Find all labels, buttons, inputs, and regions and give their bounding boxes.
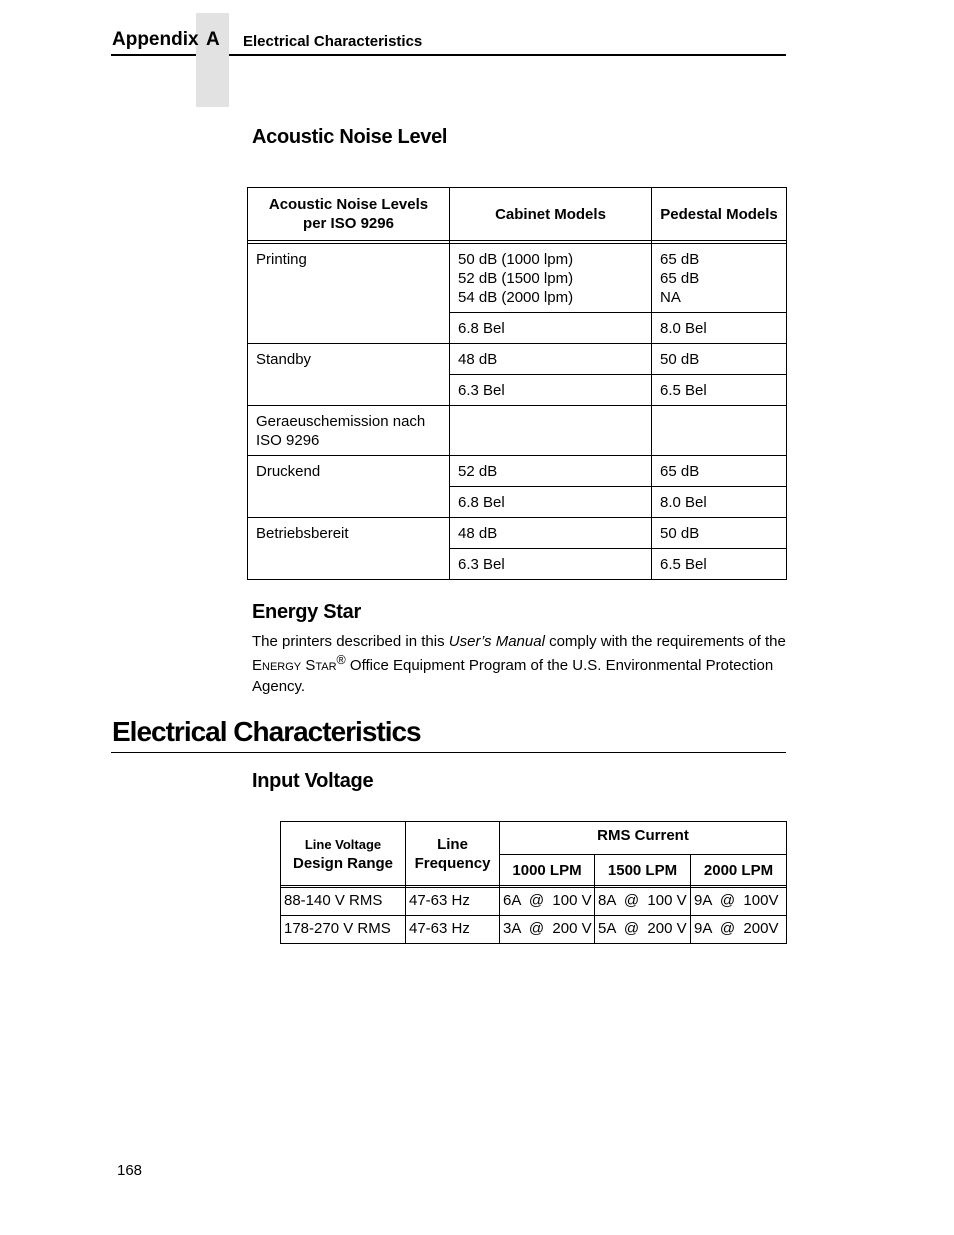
column-header: 1000 LPM: [500, 855, 595, 886]
table-cell: 8.0 Bel: [652, 487, 787, 518]
header-line: Line Voltage: [304, 836, 382, 852]
column-header: Line Frequency: [406, 822, 500, 886]
section-title: Electrical Characteristics: [112, 716, 421, 747]
table-cell: 9A @ 200V: [691, 916, 787, 944]
table-cell: 6.5 Bel: [652, 549, 787, 580]
table-row: [248, 344, 787, 375]
acoustic-heading: Acoustic Noise Level: [252, 126, 448, 148]
table-cell: [450, 244, 652, 313]
table-row: [248, 406, 787, 456]
appendix-label: Appendix: [112, 29, 199, 50]
energy-star-brand: ENERGY STAR®: [252, 653, 346, 674]
energy-star-heading: Energy Star: [252, 601, 361, 623]
column-header: Cabinet Models: [450, 188, 652, 241]
table-cell: 6.8 Bel: [450, 487, 652, 518]
table-header-row: [248, 188, 787, 241]
table-row: [248, 244, 787, 313]
cell-line: 65 dB: [660, 270, 700, 287]
cell-line: 50 dB (1000 lpm): [458, 251, 574, 268]
registered-mark: ®: [336, 653, 346, 667]
row-label: Standby: [248, 344, 450, 406]
cell-line: NA: [660, 289, 681, 306]
table-cell: 5A @ 200 V: [595, 916, 691, 944]
column-header: Pedestal Models: [652, 188, 787, 241]
table-cell: [652, 406, 787, 456]
table-cell: 50 dB: [652, 344, 787, 375]
table-cell: 9A @ 100V: [691, 888, 787, 916]
paragraph-text: Office Equipment Program of the U.S. Environmental Protection Agency.: [252, 657, 774, 695]
acoustic-noise-table: [247, 187, 787, 580]
row-label: Printing: [248, 244, 450, 344]
table-cell: [652, 244, 787, 313]
table-row: [281, 888, 787, 916]
column-header: 1500 LPM: [595, 855, 691, 886]
energy-star-paragraph: [252, 632, 792, 696]
table-cell: 88-140 V RMS: [281, 888, 406, 916]
table-cell: 48 dB: [450, 344, 652, 375]
input-voltage-heading: Input Voltage: [252, 770, 374, 792]
row-label: Betriebsbereit: [248, 518, 450, 580]
table-row: [248, 456, 787, 487]
table-cell: 6.3 Bel: [450, 375, 652, 406]
table-cell: 47-63 Hz: [406, 888, 500, 916]
row-label: Druckend: [248, 456, 450, 518]
paragraph-text: The printers described in this: [252, 633, 449, 650]
table-cell: 8A @ 100 V: [595, 888, 691, 916]
table-cell: [450, 406, 652, 456]
running-header-title: Electrical Characteristics: [243, 33, 423, 50]
table-cell: 8.0 Bel: [652, 313, 787, 344]
column-header: Acoustic Noise Levels per ISO 9296: [248, 188, 450, 241]
table-cell: 48 dB: [450, 518, 652, 549]
table-cell: 52 dB: [450, 456, 652, 487]
cell-line: 54 dB (2000 lpm): [458, 289, 574, 306]
header-rule: [111, 54, 196, 56]
table-cell: 6A @ 100 V: [500, 888, 595, 916]
table-header-row: [281, 822, 787, 855]
row-label: Geraeuschemission nach ISO 9296: [248, 406, 450, 456]
cell-line: 52 dB (1500 lpm): [458, 270, 574, 287]
table-row: [248, 518, 787, 549]
paragraph-text: comply with the requirements of the: [544, 633, 786, 650]
table-cell: 3A @ 200 V: [500, 916, 595, 944]
section-rule: [111, 752, 786, 753]
table-cell: 6.5 Bel: [652, 375, 787, 406]
column-header: [281, 822, 406, 886]
header-line: Design Range: [292, 854, 394, 872]
appendix-tab-marker: [196, 13, 229, 107]
input-voltage-table: [280, 821, 787, 944]
manual-title: User’s Manual: [448, 633, 545, 650]
table-cell: 50 dB: [652, 518, 787, 549]
page-number: 168: [117, 1162, 143, 1179]
header-rule: [229, 54, 786, 56]
table-cell: 6.8 Bel: [450, 313, 652, 344]
table-cell: 6.3 Bel: [450, 549, 652, 580]
column-header: 2000 LPM: [691, 855, 787, 886]
table-cell: 65 dB: [652, 456, 787, 487]
table-row: [281, 916, 787, 944]
appendix-letter: A: [206, 29, 220, 50]
group-header: RMS Current: [500, 822, 787, 855]
table-cell: 47-63 Hz: [406, 916, 500, 944]
table-cell: 178-270 V RMS: [281, 916, 406, 944]
cell-line: 65 dB: [660, 251, 700, 268]
